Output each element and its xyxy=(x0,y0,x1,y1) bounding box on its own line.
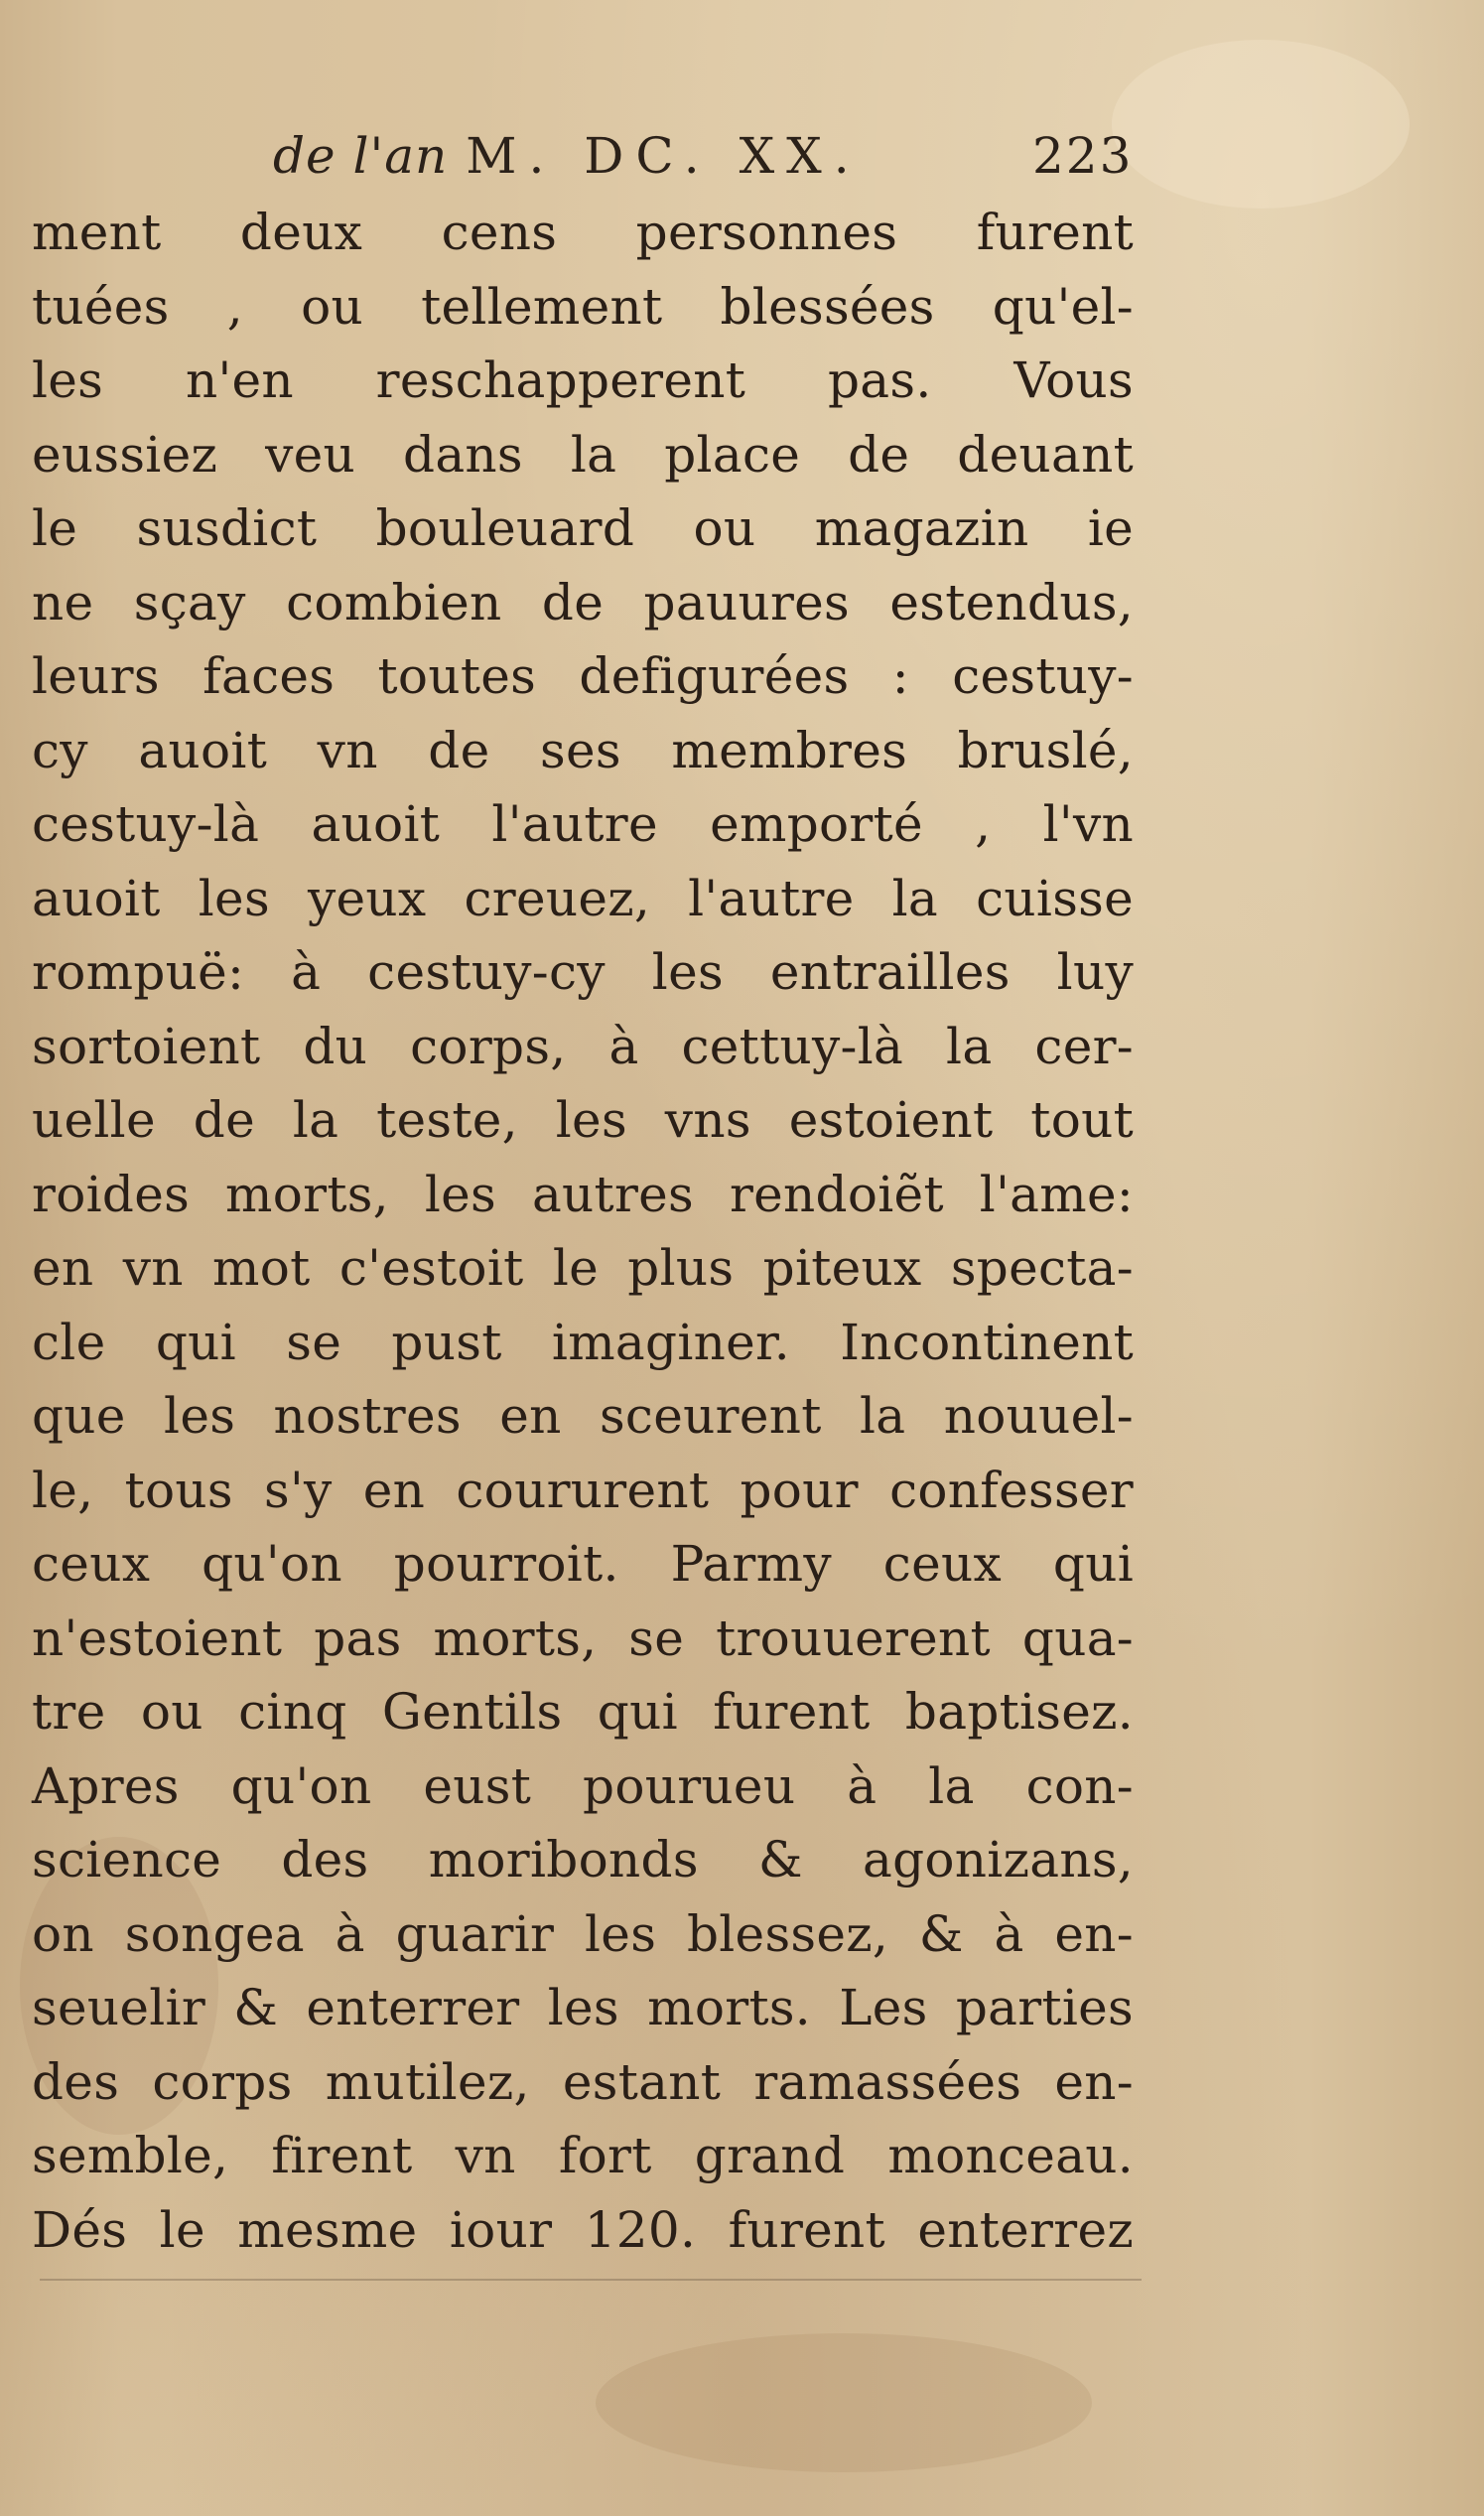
text-line: Apres qu'on eust pourueu à la con- xyxy=(32,1756,1134,1815)
body-text xyxy=(32,196,1134,2267)
text-line: seuelir & enterrer les morts. Les parties xyxy=(32,1979,1134,2036)
text-line: sortoient du corps, à cettuy-là la cer- xyxy=(32,1017,1134,1075)
text-line: auoit les yeux creuez, l'autre la cuisse xyxy=(32,869,1134,927)
running-title-date: M. DC. XX. xyxy=(466,127,862,185)
text-line: en vn mot c'estoit le plus piteux specta- xyxy=(32,1239,1134,1297)
running-title-italic: de l'an xyxy=(273,127,449,185)
text-line: semble, firent vn fort grand monceau. xyxy=(32,2127,1134,2184)
text-line: on songea à guarir les blessez, & à en- xyxy=(32,1904,1134,1963)
text-line: science des moribonds & agonizans, xyxy=(32,1831,1134,1888)
text-line: que les nostres en sceurent la nouuel- xyxy=(32,1387,1134,1445)
text-line: eussiez veu dans la place de deuant xyxy=(32,425,1134,484)
text-line: tuées , ou tellement blessées qu'el- xyxy=(32,277,1134,336)
text-line: ceux qu'on pourroit. Parmy ceux qui xyxy=(32,1535,1134,1593)
text-line: tre ou cinq Gentils qui furent baptisez. xyxy=(32,1683,1134,1741)
text-line: leurs faces toutes defigurées : cestuy- xyxy=(32,647,1134,705)
bottom-rule xyxy=(40,2279,1142,2281)
text-line: le susdict bouleuard ou magazin ie xyxy=(32,499,1134,557)
text-line: ne sçay combien de pauures estendus, xyxy=(32,573,1134,631)
text-line: cestuy-là auoit l'autre emporté , l'vn xyxy=(32,795,1134,853)
text-line: les n'en reschapperent pas. Vous xyxy=(32,351,1134,409)
text-line: le, tous s'y en coururent pour confesser xyxy=(32,1461,1134,1519)
text-line: cy auoit vn de ses membres bruslé, xyxy=(32,721,1134,779)
text-line: rompuë: à cestuy-cy les entrailles luy xyxy=(32,943,1134,1001)
page-header xyxy=(0,107,1484,187)
text-line: n'estoient pas morts, se trouuerent qua- xyxy=(32,1608,1134,1667)
text-line: roides morts, les autres rendoiẽt l'ame: xyxy=(32,1165,1134,1223)
text-line: Dés le mesme iour 120. furent enterrez xyxy=(32,2200,1134,2259)
page-number: 223 xyxy=(1032,127,1134,185)
text-line: uelle de la teste, les vns estoient tout xyxy=(32,1091,1134,1149)
text-line: des corps mutilez, estant ramassées en- xyxy=(32,2052,1134,2111)
running-title xyxy=(273,127,862,185)
text-line: cle qui se pust imaginer. Incontinent xyxy=(32,1313,1134,1371)
paper-stain xyxy=(596,2333,1092,2472)
text-line: ment deux cens personnes furent xyxy=(32,204,1134,261)
